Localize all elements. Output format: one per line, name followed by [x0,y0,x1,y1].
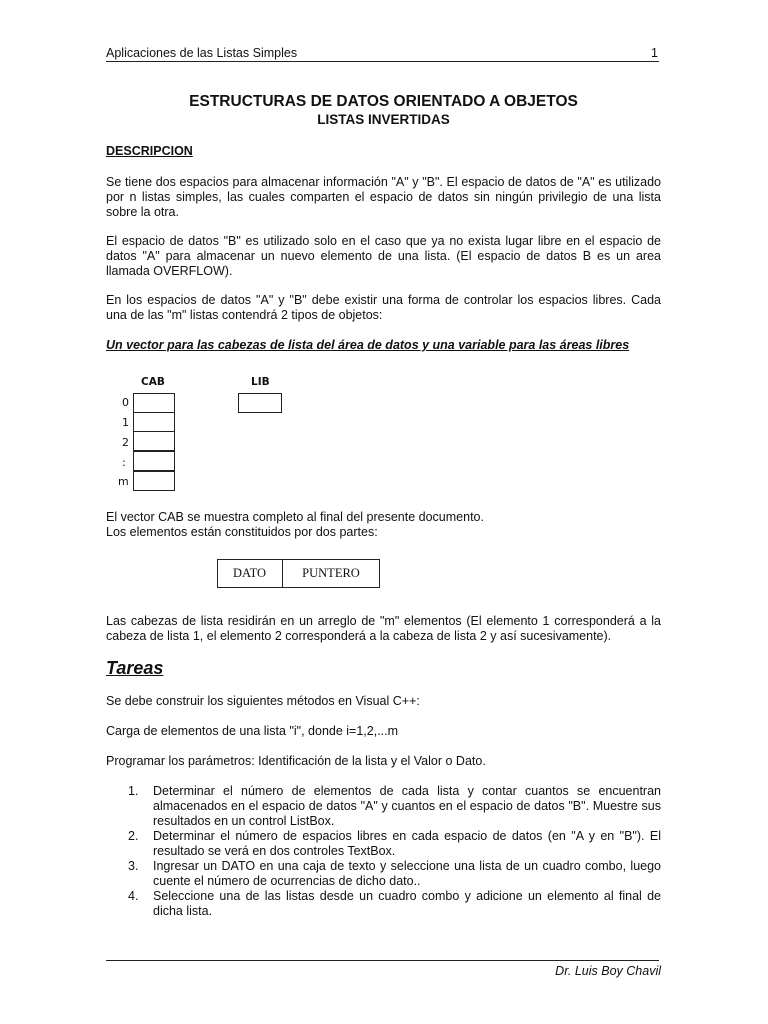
paragraph-2 [106,234,661,279]
lib-cell [238,393,282,413]
task-line: Determinar el número de espacios libres en cada espacio de datos (en "A y en "B"). El [153,829,661,843]
node-puntero: PUNTERO [302,566,360,580]
task-line: Ingresar un DATO en una caja de texto y seleccione una lista de un cuadro combo, luego [153,859,661,873]
paragraph-line: por n listas simples, las cuales comparten el espacio de datos sin ningún privilegio de una lista [106,190,661,204]
header-title: Aplicaciones de las Listas Simples [106,46,298,60]
paragraph-6: Se debe construir los siguientes métodos en Visual C++: [106,694,420,708]
tareas-heading: Tareas [106,658,164,678]
cab-cell [133,431,175,451]
cab-index: 0 [122,396,129,409]
paragraph-line: llamada OVERFLOW). [106,264,233,278]
descripcion-heading: DESCRIPCION [106,144,193,158]
cab-cell [133,393,175,413]
task-line: resultado se verá en dos controles TextBox. [153,844,396,858]
task-line: resultados en un control ListBox. [153,814,335,828]
emphasis-line: Un vector para las cabezas de lista del área de datos y una variable para las áreas libres [106,338,630,352]
document-title: ESTRUCTURAS DE DATOS ORIENTADO A OBJETOS [189,93,578,110]
task-line: cuente el número de ocurrencias de dicho dato.. [153,874,421,888]
cab-index: m [118,475,129,488]
paragraph-line: cabeza de lista 1, el elemento 2 corresponderá a la cabeza de lista 2 y así sucesivamente). [106,629,612,643]
page-number: 1 [651,46,658,60]
paragraph-line: El espacio de datos "B" es utilizado solo en el caso que ya no exista lugar libre en el espacio de [106,234,661,248]
footer-divider [106,960,659,961]
task-list [128,784,661,919]
paragraph-line: Las cabezas de lista residirán en un arreglo de "m" elementos (El elemento 1 corresponderá a la [106,614,661,628]
cab-index: : [122,456,126,469]
task-number: 4. [128,889,139,903]
cab-cell [133,412,175,432]
cab-index: 2 [122,436,129,449]
task-number: 1. [128,784,139,798]
paragraph-7: Carga de elementos de una lista "i", donde i=1,2,...m [106,724,399,738]
cab-index: 1 [122,416,129,429]
paragraph-3 [106,293,661,323]
paragraph-4 [106,510,661,540]
node-dato: DATO [232,566,267,580]
task-item [128,784,661,829]
task-item [128,829,661,859]
document-subtitle: LISTAS INVERTIDAS [317,112,450,127]
task-number: 2. [128,829,139,843]
cab-cell [133,471,175,491]
task-line: Determinar el número de elementos de cada lista y contar cuantos se encuentran [153,784,661,798]
paragraph-line: En los espacios de datos "A" y "B" debe existir una forma de controlar los espacios libres. Cada [106,293,661,307]
task-line: almacenados en el espacio de datos "A" y cuantos en el espacio de datos "B". Muestre sus [153,799,661,813]
paragraph-5 [106,614,661,644]
cab-cell [133,451,175,471]
task-line: Seleccione una de las listas desde un cuadro combo y adicione un elemento al final de [153,889,661,903]
paragraph-line: una de las "m" listas contendrá 2 tipos de objetos: [106,308,383,322]
footer-author: Dr. Luis Boy Chavil [555,964,661,978]
paragraph-1 [106,175,661,220]
paragraph-line: El vector CAB se muestra completo al final del presente documento. [106,510,484,524]
paragraph-line: Los elementos están constituidos por dos partes: [106,525,378,539]
header-divider [106,61,659,62]
task-item [128,859,661,889]
task-number: 3. [128,859,139,873]
task-line: dicha lista. [153,904,213,918]
lib-label: LIB [251,376,270,388]
paragraph-line: sobre la otra. [106,205,179,219]
paragraph-8: Programar los parámetros: Identificación de la lista y el Valor o Dato. [106,754,486,768]
task-item [128,889,661,919]
paragraph-line: Se tiene dos espacios para almacenar información "A" y "B". El espacio de datos de "A" es utilizado [106,175,661,189]
cab-label: CAB [141,376,165,388]
paragraph-line: datos "A" para almacenar un nuevo elemento de una lista. (El espacio de datos B es un area [106,249,661,263]
